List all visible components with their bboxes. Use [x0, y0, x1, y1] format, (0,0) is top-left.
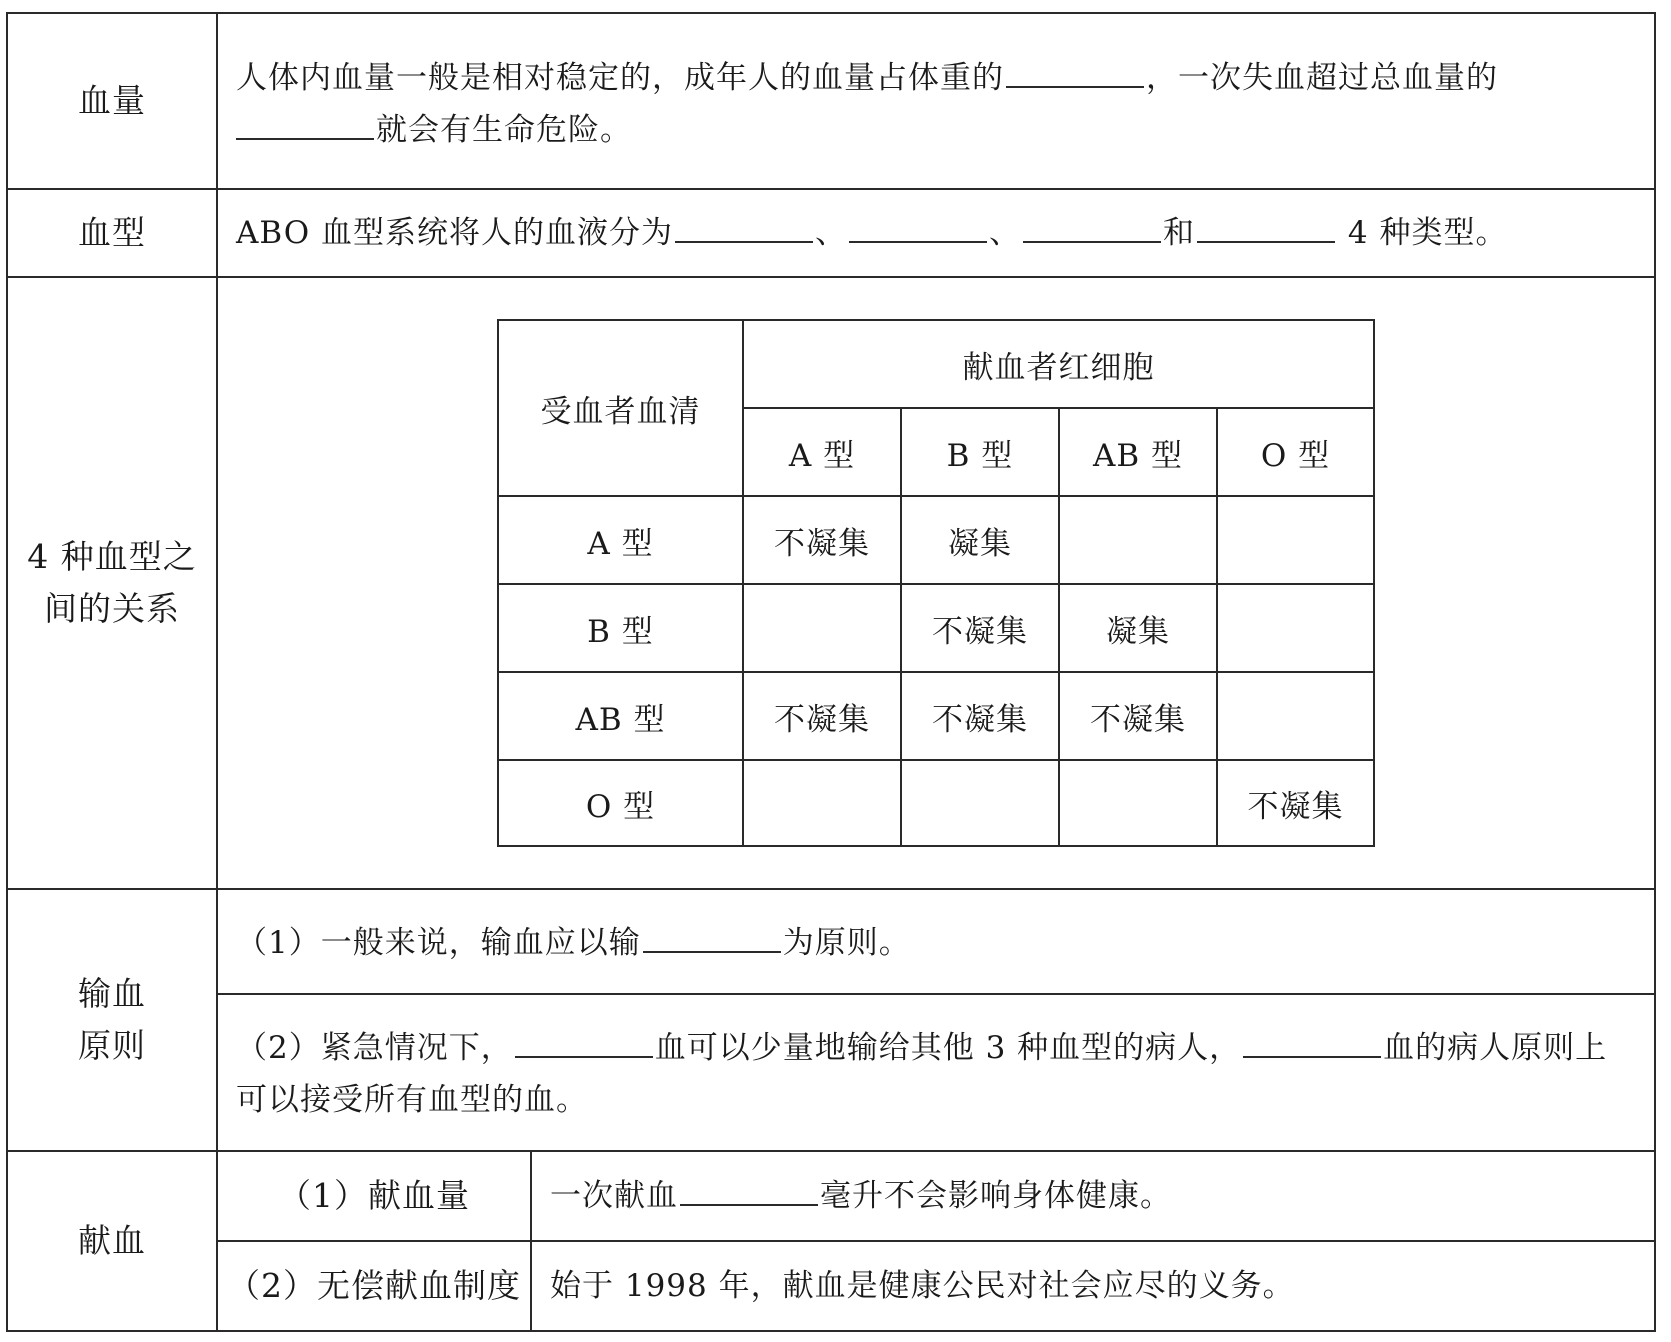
separator: 和 — [1163, 215, 1196, 251]
donation-sub2-text-content: 始于 1998 年，献血是健康公民对社会应尽的义务。 — [550, 1268, 1295, 1304]
separator: 、 — [815, 215, 848, 251]
compat-cell-text: 不凝集 — [1090, 701, 1186, 738]
compat-cell — [744, 497, 900, 583]
transfusion-label-line2: 原则 — [78, 1026, 146, 1065]
relationship-label-line2: 间的关系 — [44, 589, 180, 628]
row-label-blood-volume — [8, 14, 216, 188]
compat-cell — [1060, 585, 1216, 671]
donation-sub1-text — [550, 1170, 1646, 1222]
donor-type-header — [1218, 409, 1373, 495]
compat-cell — [902, 673, 1058, 759]
label-column-divider — [216, 12, 218, 1332]
transfusion-item1-prefix: （1）一般来说，输血应以输 — [236, 925, 641, 961]
recipient-type-text: AB 型 — [575, 701, 666, 738]
donor-type-header — [902, 409, 1058, 495]
compatibility-table — [497, 319, 1375, 847]
fill-blank[interactable] — [1243, 1026, 1381, 1058]
compat-cell — [902, 497, 1058, 583]
compat-cell[interactable] — [902, 761, 1058, 845]
fill-blank[interactable] — [643, 921, 781, 953]
fill-blank[interactable] — [675, 211, 813, 243]
blood-volume-label: 血量 — [78, 81, 146, 120]
compat-cell[interactable] — [1218, 497, 1373, 583]
fill-blank[interactable] — [236, 108, 374, 140]
row-label-blood-type — [8, 190, 216, 276]
donation-sub1-suffix: 毫升不会影响身体健康。 — [820, 1178, 1172, 1214]
fill-blank[interactable] — [1023, 211, 1161, 243]
recipient-type-text: B 型 — [587, 613, 654, 650]
recipient-type-text: A 型 — [587, 525, 654, 562]
blood-type-prefix: ABO 血型系统将人的血液分为 — [236, 215, 674, 251]
row-divider — [6, 276, 1656, 278]
row-divider — [6, 188, 1656, 190]
donation-sub2-text — [550, 1260, 1646, 1312]
recipient-type-label — [499, 761, 742, 845]
donor-header — [744, 321, 1373, 407]
transfusion-item-2 — [236, 1022, 1646, 1126]
recipient-type-label — [499, 585, 742, 671]
transfusion-item1-suffix: 为原则。 — [782, 925, 911, 961]
recipient-type-label — [499, 673, 742, 759]
row-divider — [6, 888, 1656, 890]
donation-sub1-prefix: 一次献血 — [550, 1178, 678, 1214]
fill-blank[interactable] — [515, 1026, 653, 1058]
compat-cell-text: 凝集 — [1106, 613, 1170, 650]
compat-cell-text: 不凝集 — [932, 701, 1028, 738]
blood-volume-text-2: ，一次失血超过总血量的 — [1146, 60, 1498, 96]
row-label-transfusion — [8, 890, 216, 1150]
blood-type-label: 血型 — [78, 213, 146, 252]
compat-cell — [1218, 761, 1373, 845]
compat-cell — [902, 585, 1058, 671]
row-divider — [216, 993, 1656, 995]
donation-sub2-label — [218, 1242, 530, 1330]
donor-type-header-text: O 型 — [1260, 437, 1331, 474]
compat-cell — [1060, 673, 1216, 759]
donation-sub1-label — [218, 1152, 530, 1240]
corner-header — [499, 321, 742, 495]
corner-header-text: 受血者血清 — [540, 393, 701, 430]
donation-sub1-label-text: （1）献血量 — [278, 1176, 470, 1215]
recipient-type-label — [499, 497, 742, 583]
fill-blank[interactable] — [849, 211, 987, 243]
donation-label: 献血 — [78, 1221, 146, 1260]
donor-type-header — [1060, 409, 1216, 495]
compat-cell-text: 不凝集 — [774, 525, 870, 562]
transfusion-item2-suffix: 血的病人原则上 — [1383, 1030, 1608, 1066]
fill-blank[interactable] — [1197, 211, 1335, 243]
fill-blank[interactable] — [1006, 56, 1144, 88]
compat-cell[interactable] — [1218, 673, 1373, 759]
blood-type-suffix: 4 种类型。 — [1347, 215, 1508, 251]
relationship-label-line1: 4 种血型之 — [27, 537, 197, 576]
compat-cell-text: 不凝集 — [774, 701, 870, 738]
fill-blank[interactable] — [680, 1174, 818, 1206]
compat-cell[interactable] — [744, 585, 900, 671]
compat-cell[interactable] — [1060, 761, 1216, 845]
transfusion-item2-prefix: （2）紧急情况下， — [236, 1030, 513, 1066]
transfusion-item-1 — [236, 917, 1646, 969]
compat-cell-text: 不凝集 — [932, 613, 1028, 650]
transfusion-item2-line2: 可以接受所有血型的血。 — [236, 1082, 588, 1118]
row-label-donation — [8, 1152, 216, 1330]
compat-cell[interactable] — [1218, 585, 1373, 671]
donation-sub2-label-text: （2）无偿献血制度 — [227, 1266, 521, 1305]
compat-cell-text: 凝集 — [948, 525, 1012, 562]
blood-type-text — [236, 207, 1646, 259]
blood-volume-text-3: 就会有生命危险。 — [376, 112, 632, 148]
compat-cell[interactable] — [744, 761, 900, 845]
donor-type-header-text: B 型 — [946, 437, 1014, 474]
compat-cell — [744, 673, 900, 759]
donor-type-header-text: AB 型 — [1092, 437, 1184, 474]
transfusion-item2-mid: 血可以少量地输给其他 3 种血型的病人， — [654, 1030, 1242, 1066]
compat-cell[interactable] — [1060, 497, 1216, 583]
recipient-type-text: O 型 — [585, 788, 656, 825]
donation-column-divider — [530, 1150, 532, 1332]
blood-volume-text — [236, 52, 1646, 156]
donor-type-header — [744, 409, 900, 495]
donor-type-header-text: A 型 — [788, 437, 856, 474]
separator: 、 — [989, 215, 1022, 251]
row-label-relationship — [8, 278, 216, 888]
donor-header-text: 献血者红细胞 — [962, 349, 1155, 386]
blood-volume-text-1: 人体内血量一般是相对稳定的，成年人的血量占体重的 — [236, 60, 1004, 96]
compat-cell-text: 不凝集 — [1247, 788, 1344, 825]
transfusion-label-line1: 输血 — [78, 974, 146, 1013]
